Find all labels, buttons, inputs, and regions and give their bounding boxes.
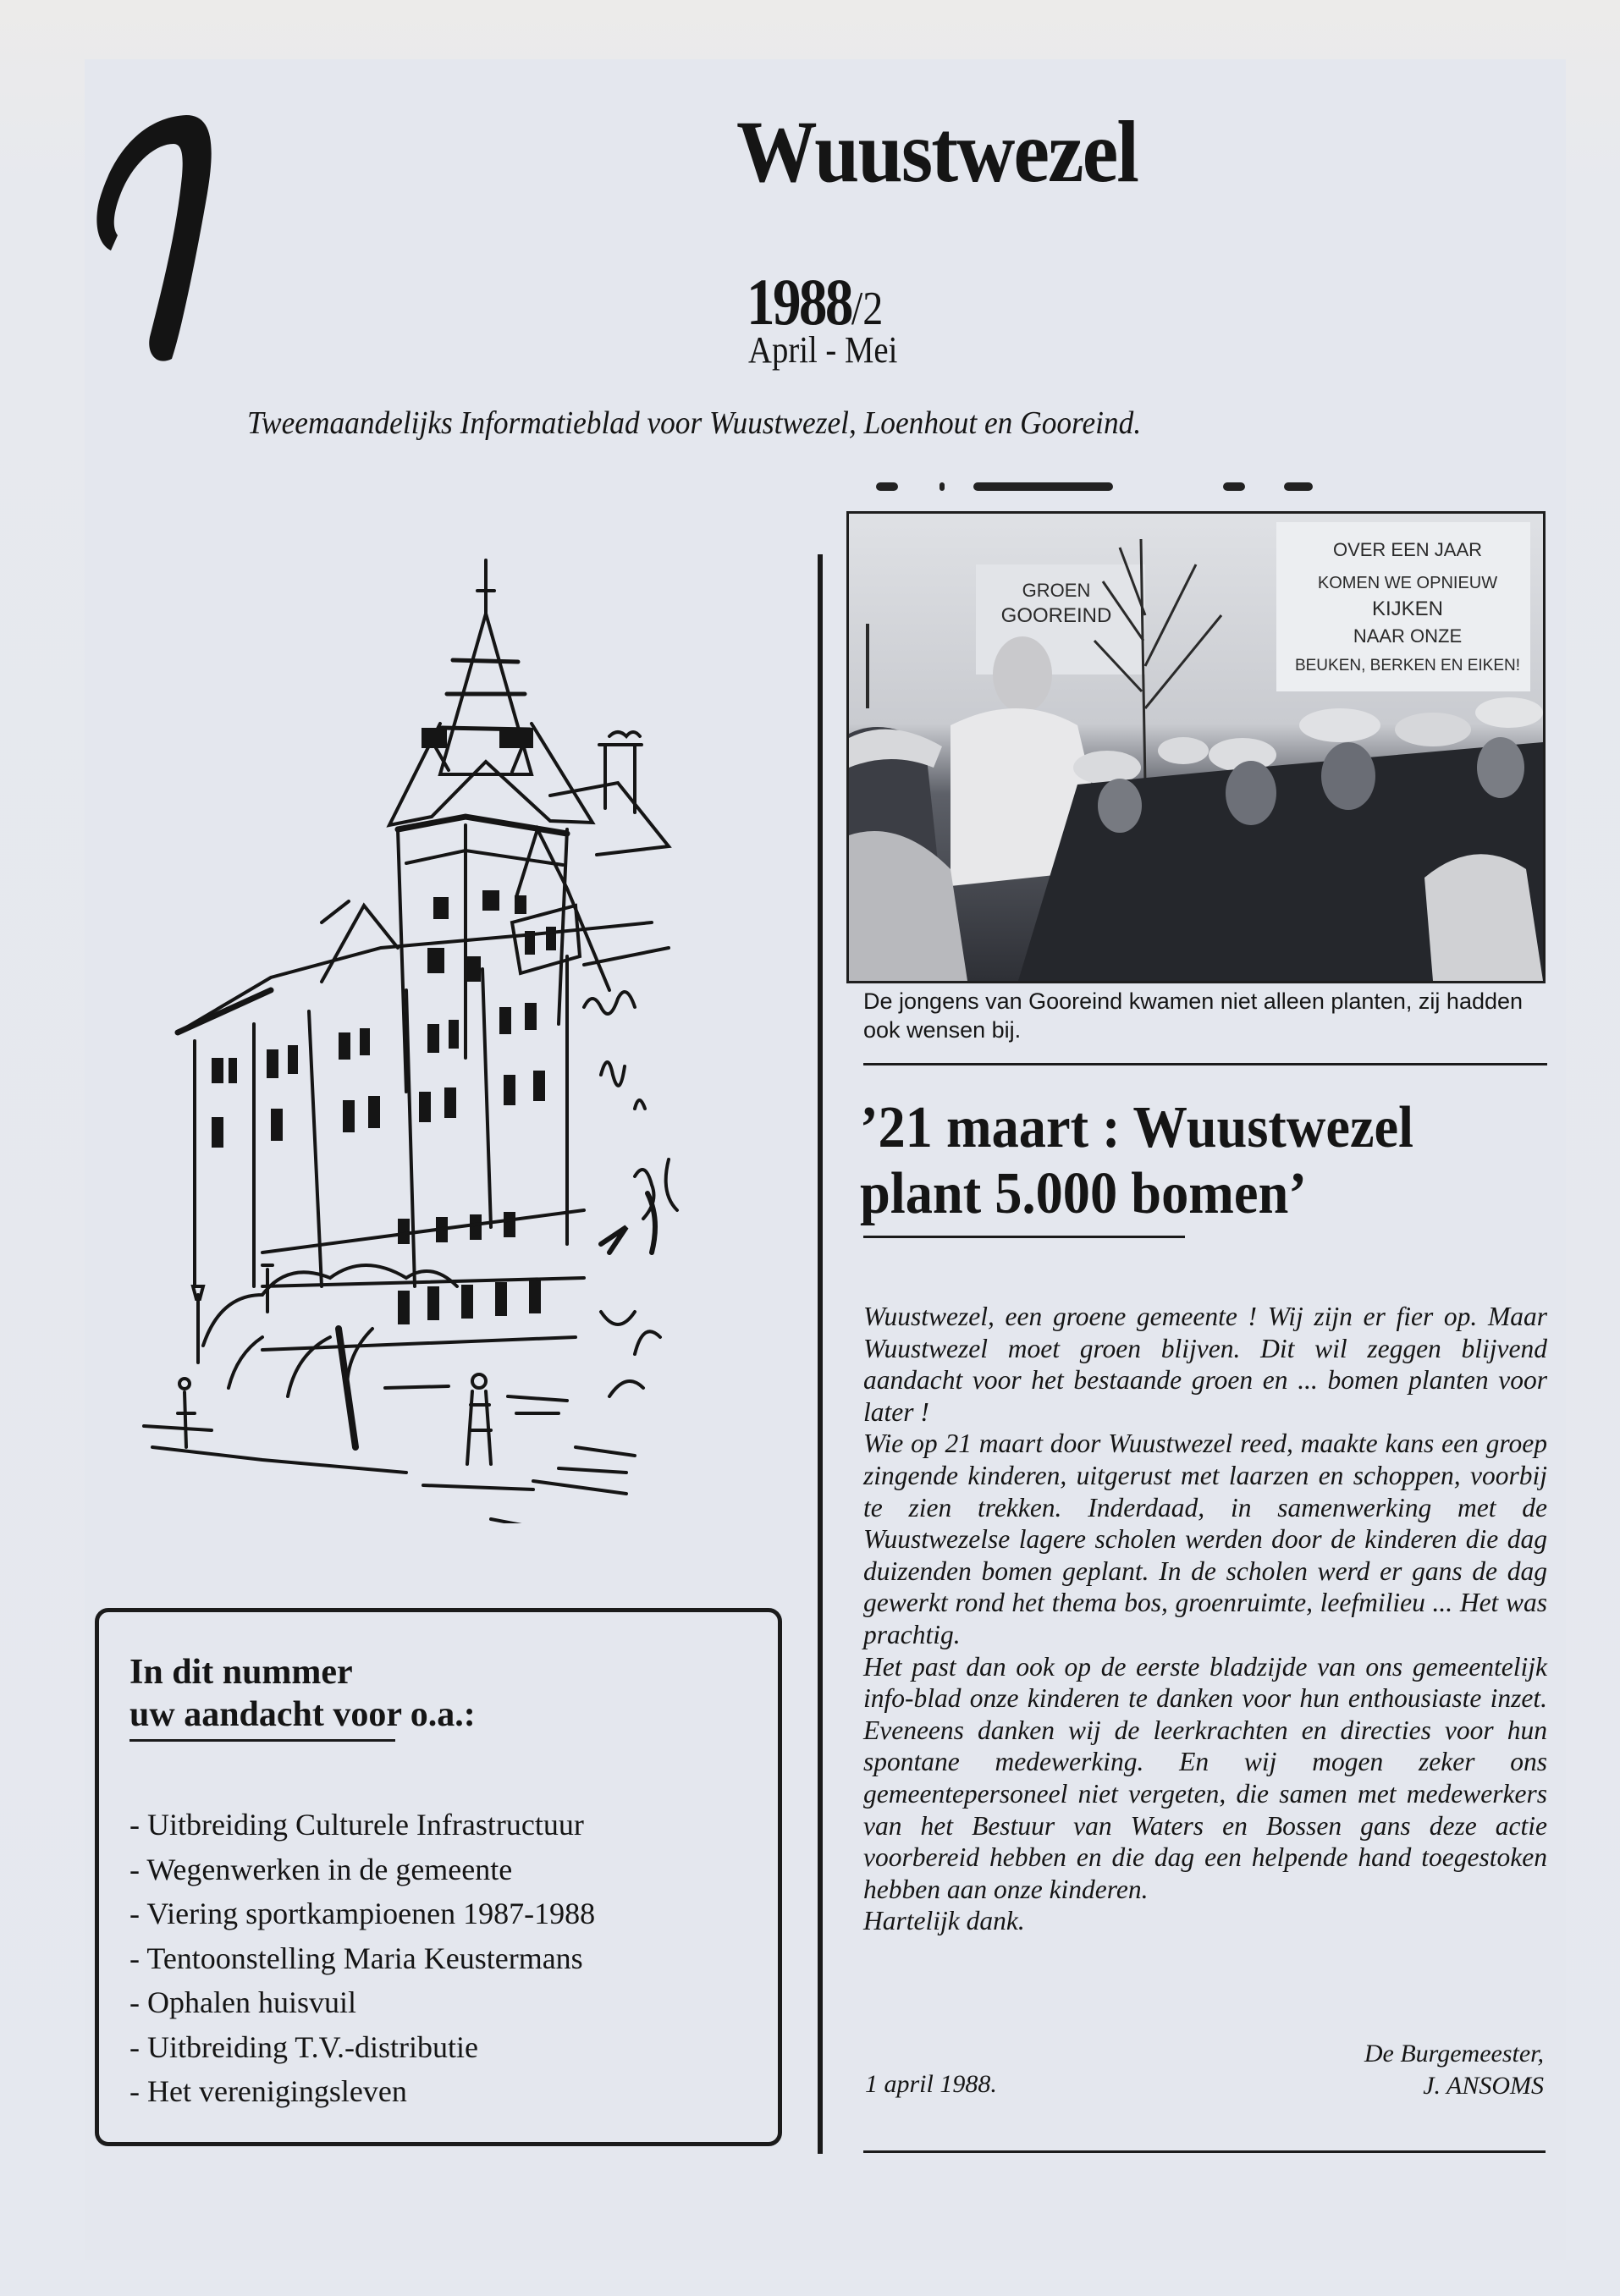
article-paragraph: Het past dan ook op de eerste bladzijde van ons gemeentelijk info-blad onze kinderen te danken voor hun enthousiaste inzet. Eveneens danken wij de leerkrachten en directies voor hun spontane medewerking. En wij mogen zeker ons gemeentepersoneel niet vergeten, die samen met medewerkers van het Bestuur van Waters en Bossen gans deze actie voorbereid hebben en die dag een helpende hand toegestoken hebben aan onze kinderen.: [863, 1651, 1547, 1904]
photo-scene: [849, 514, 1543, 981]
dash: [1284, 482, 1313, 491]
sign-right-line: KOMEN WE OPNIEUW: [1317, 574, 1498, 592]
contents-item: - Uitbreiding T.V.-distributie: [129, 2029, 478, 2064]
contents-item: - Wegenwerken in de gemeente: [129, 1852, 513, 1886]
contents-title-rule: [129, 1739, 395, 1742]
photo-caption: De jongens van Gooreind kwamen niet alleen planten, zij hadden ook wensen bij.: [863, 988, 1524, 1043]
contents-item: - Tentoonstelling Maria Keustermans: [129, 1941, 583, 1975]
article-paragraph: Wie op 21 maart door Wuustwezel reed, maakte kans een groep zingende kinderen, uitgerust met laarzen en schoppen, voorbij te zien trekken. Inderdaad, in samenwerking met de Wuustwezelse lagere scholen werden door de kinderen die dag duizenden bomen geplant. In de scholen werd er gans de dag gewerkt rond het thema bos, groenruimte, leefmilieu ... Het was prachtig.: [863, 1429, 1547, 1649]
person-head: [993, 636, 1052, 713]
hook-nine-logo-icon: [89, 108, 233, 371]
column-divider: [818, 554, 823, 2154]
headline-line2: plant 5.000 bomen’: [860, 1161, 1307, 1226]
issue-year: 1988: [747, 265, 851, 339]
sign-right-line: OVER EEN JAAR: [1332, 539, 1483, 560]
town-hall-drawing-icon: [127, 550, 804, 1523]
sign-left-line: GROEN: [1022, 580, 1091, 601]
sign-right-line: BEUKEN, BERKEN EN EIKEN!: [1294, 657, 1521, 674]
issue-suffix: /2: [851, 283, 884, 335]
dash: [973, 482, 1113, 491]
contents-list: [129, 1803, 595, 2114]
tagline: Tweemaandelijks Informatieblad voor Wuustwezel, Loenhout en Gooreind.: [247, 405, 1142, 441]
contents-title-line2: uw aandacht voor o.a.:: [129, 1695, 476, 1734]
article-paragraph: Wuustwezel, een groene gemeente ! Wij zijn er fier op. Maar Wuustwezel moet groen blijven. Dit wil zeggen blijvend aandacht voor het bestaande groen en ... bomen planten voor later !: [863, 1302, 1547, 1427]
contents-box: [95, 1608, 782, 2146]
sign-right-line: NAAR ONZE: [1353, 625, 1463, 647]
dash: [1223, 482, 1245, 491]
sign-left-line: GOOREIND: [1000, 604, 1112, 627]
tree-planting-photo: [846, 511, 1546, 983]
contents-box-title: [129, 1651, 476, 1736]
article-date: 1 april 1988.: [865, 2070, 997, 2098]
decorative-dash-rule: [813, 481, 1507, 498]
caption-rule: [863, 1063, 1547, 1065]
signature: [1364, 2038, 1544, 2102]
article-body: [863, 1301, 1547, 1937]
issue-period: April - Mei: [748, 329, 898, 371]
signature-title: De Burgemeester,: [1364, 2040, 1544, 2068]
headline-line1: ’21 maart : Wuustwezel: [860, 1095, 1414, 1160]
contents-item: - Het verenigingsleven: [129, 2074, 407, 2108]
article-paragraph: Hartelijk dank.: [863, 1906, 1025, 1936]
article-headline: [860, 1095, 1413, 1227]
article-end-rule: [863, 2150, 1546, 2153]
contents-item: - Uitbreiding Culturele Infrastructuur: [129, 1808, 584, 1842]
dash: [939, 482, 945, 491]
dash: [876, 482, 898, 491]
contents-item: - Ophalen huisvuil: [129, 1985, 356, 2019]
issue-number: [747, 265, 884, 339]
headline-rule: [863, 1236, 1185, 1238]
contents-title-line1: In dit nummer: [129, 1653, 353, 1692]
sign-right-line: KIJKEN: [1371, 597, 1444, 620]
contents-item: - Viering sportkampioenen 1987-1988: [129, 1897, 596, 1930]
newsletter-title: Wuustwezel: [736, 103, 1138, 201]
signature-name: J. ANSOMS: [1423, 2072, 1544, 2100]
